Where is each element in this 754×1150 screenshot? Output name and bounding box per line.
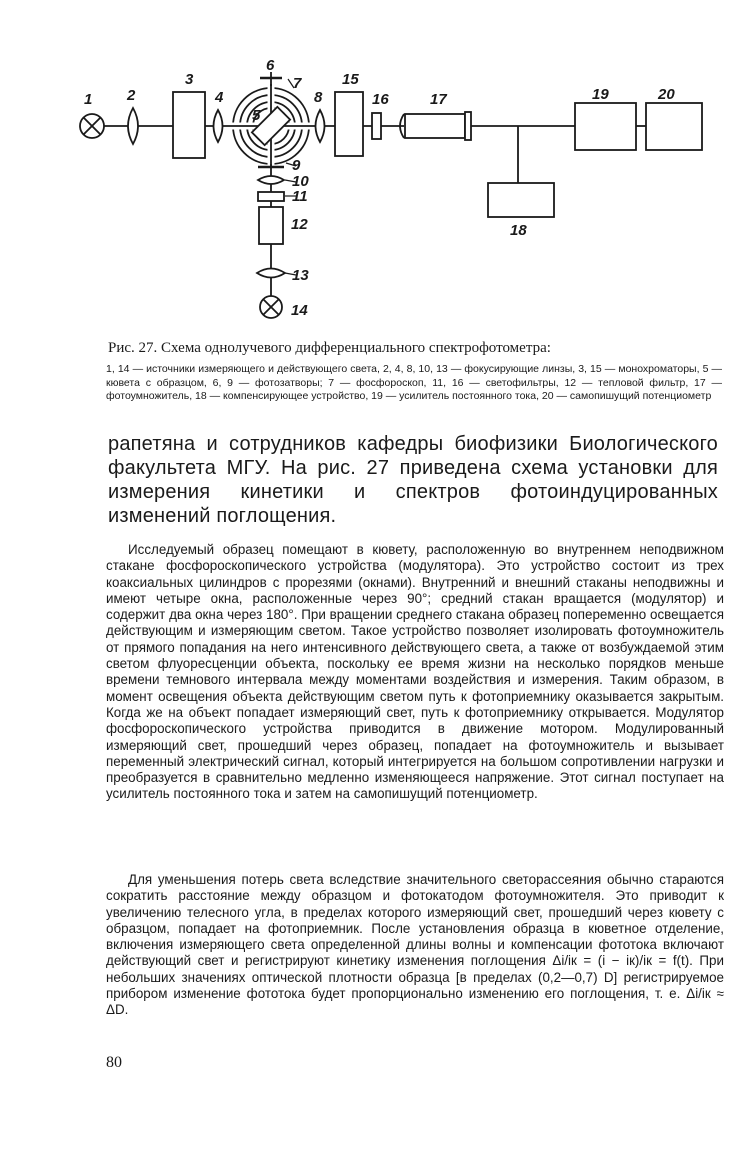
body-paragraph-1: Исследуемый образец помещают в кювету, расположенную во внутреннем неподвижном стакане фосфороскопического устройства (модулятора). Это устройство состоит из трех коаксиальных цилиндров с прорезями (окнами). Внутренний и внешний стаканы неподвижны и имеют четыре окна, расположенные через 90°; средний стакан вращается (модулятор) и содержит два окна через 180°. При вращении среднего стакана образец попеременно освещается действующим и измеряющим светом. Такое устройство позволяет изолировать фотоумножитель от прямого попадания на него интенсивного действующего света, а также от возбуждаемой этим светом флуоресценции объекта, поскольку ее время жизни на несколько порядков меньше времени темнового интервала между моментами воздействия и измерения. Таким образом, в момент освещения объекта действующим светом путь к фотоприемнику оказывается закрытым. Когда же на объект попадает измеряющий свет, путь к фотоприемнику открывается. Модулятор фосфороскопического устройства приводится в движение мотором. Модулированный измеряющий свет, прошедший через образец, попадает на фотоумножитель и вызывает переменный электрический сигнал, который интегрируется на большом сопротивлении нагрузки и преобразуется в сравнительно медленно изменяющееся напряжение. Этот сигнал поступает на усилитель постоянного тока и затем на самопишущий потенциометр. (106, 542, 724, 802)
figure-caption-title: Рис. 27. Схема однолучевого дифференциального спектрофотометра: (108, 340, 551, 356)
heat-filter-12 (259, 207, 283, 244)
light-source-14 (260, 296, 282, 318)
label-7: 7 (293, 75, 302, 92)
lens-10 (258, 176, 284, 184)
spectrophotometer-diagram (0, 0, 754, 340)
figure-legend: 1, 14 — источники измеряющего и действующего света, 2, 4, 8, 10, 13 — фокусирующие линзы, 3, 15 — монохроматоры, 5 — кювета с образцом, 6, 9 — фотозатворы; 7 — фосфороскоп, 11, 16 — светофильтры, 12 — тепловой фильтр, 17 — фотоумножитель, 18 — компенсирующее устройство, 19 — усилитель постоянного тока, 20 — самопишущий потенциометр (106, 363, 722, 403)
filter-16 (372, 113, 381, 139)
monochromator-15 (335, 92, 363, 156)
photomultiplier-17 (400, 112, 471, 140)
label-3: 3 (185, 71, 194, 88)
lens-8 (316, 110, 325, 142)
filter-11 (258, 192, 284, 201)
recorder-20 (646, 103, 702, 150)
body-paragraph-2: Для уменьшения потерь света вследствие значительного светорассеяния обычно стараются сократить расстояние между образцом и фотокатодом фотоумножителя. Это приводит к увеличению телесного угла, в пределах которого измеряющий свет, прошедший через кювету с образцом, попадает на фотоприемник. После установления образца в кюветное отделение, включения измеряющего света определенной длины волны и компенсации фототока включают действующий свет и регистрируют кинетику изменения поглощения Δi/iк = (i − iк)/iк = f(t). При небольших значениях оптической плотности образца [в пределах (0,2—0,7) D] регистрируемое прибором изменение фототока будет пропорционально изменению его поглощения, т. е. Δi/iк ≈ ΔD. (106, 872, 724, 1018)
label-5: 5 (252, 107, 261, 124)
label-16: 16 (372, 91, 389, 108)
monochromator-3 (173, 92, 205, 158)
amplifier-19 (575, 103, 636, 150)
label-2: 2 (127, 87, 136, 104)
label-14: 14 (291, 302, 308, 319)
label-11: 11 (292, 188, 308, 205)
label-12: 12 (291, 216, 308, 233)
label-1: 1 (84, 91, 93, 108)
lens-2 (128, 108, 138, 144)
label-13: 13 (292, 267, 309, 284)
label-19: 19 (592, 86, 609, 103)
label-18: 18 (510, 222, 527, 239)
light-source-1 (80, 114, 104, 138)
label-15: 15 (342, 71, 359, 88)
lens-13 (257, 269, 285, 278)
label-17: 17 (430, 91, 447, 108)
label-6: 6 (266, 57, 275, 74)
label-4: 4 (215, 89, 224, 106)
page-number: 80 (106, 1054, 122, 1071)
label-10: 10 (292, 173, 309, 190)
label-8: 8 (314, 89, 323, 106)
compensator-18 (488, 183, 554, 217)
lens-4 (214, 110, 223, 142)
lead-paragraph: рапетяна и сотрудников кафедры биофизики Биологического факультета МГУ. На рис. 27 приведена схема установки для измерения кинетики и спектров фотоиндуцированных изменений поглощения. (108, 433, 718, 527)
label-20: 20 (658, 86, 675, 103)
label-9: 9 (292, 157, 301, 174)
